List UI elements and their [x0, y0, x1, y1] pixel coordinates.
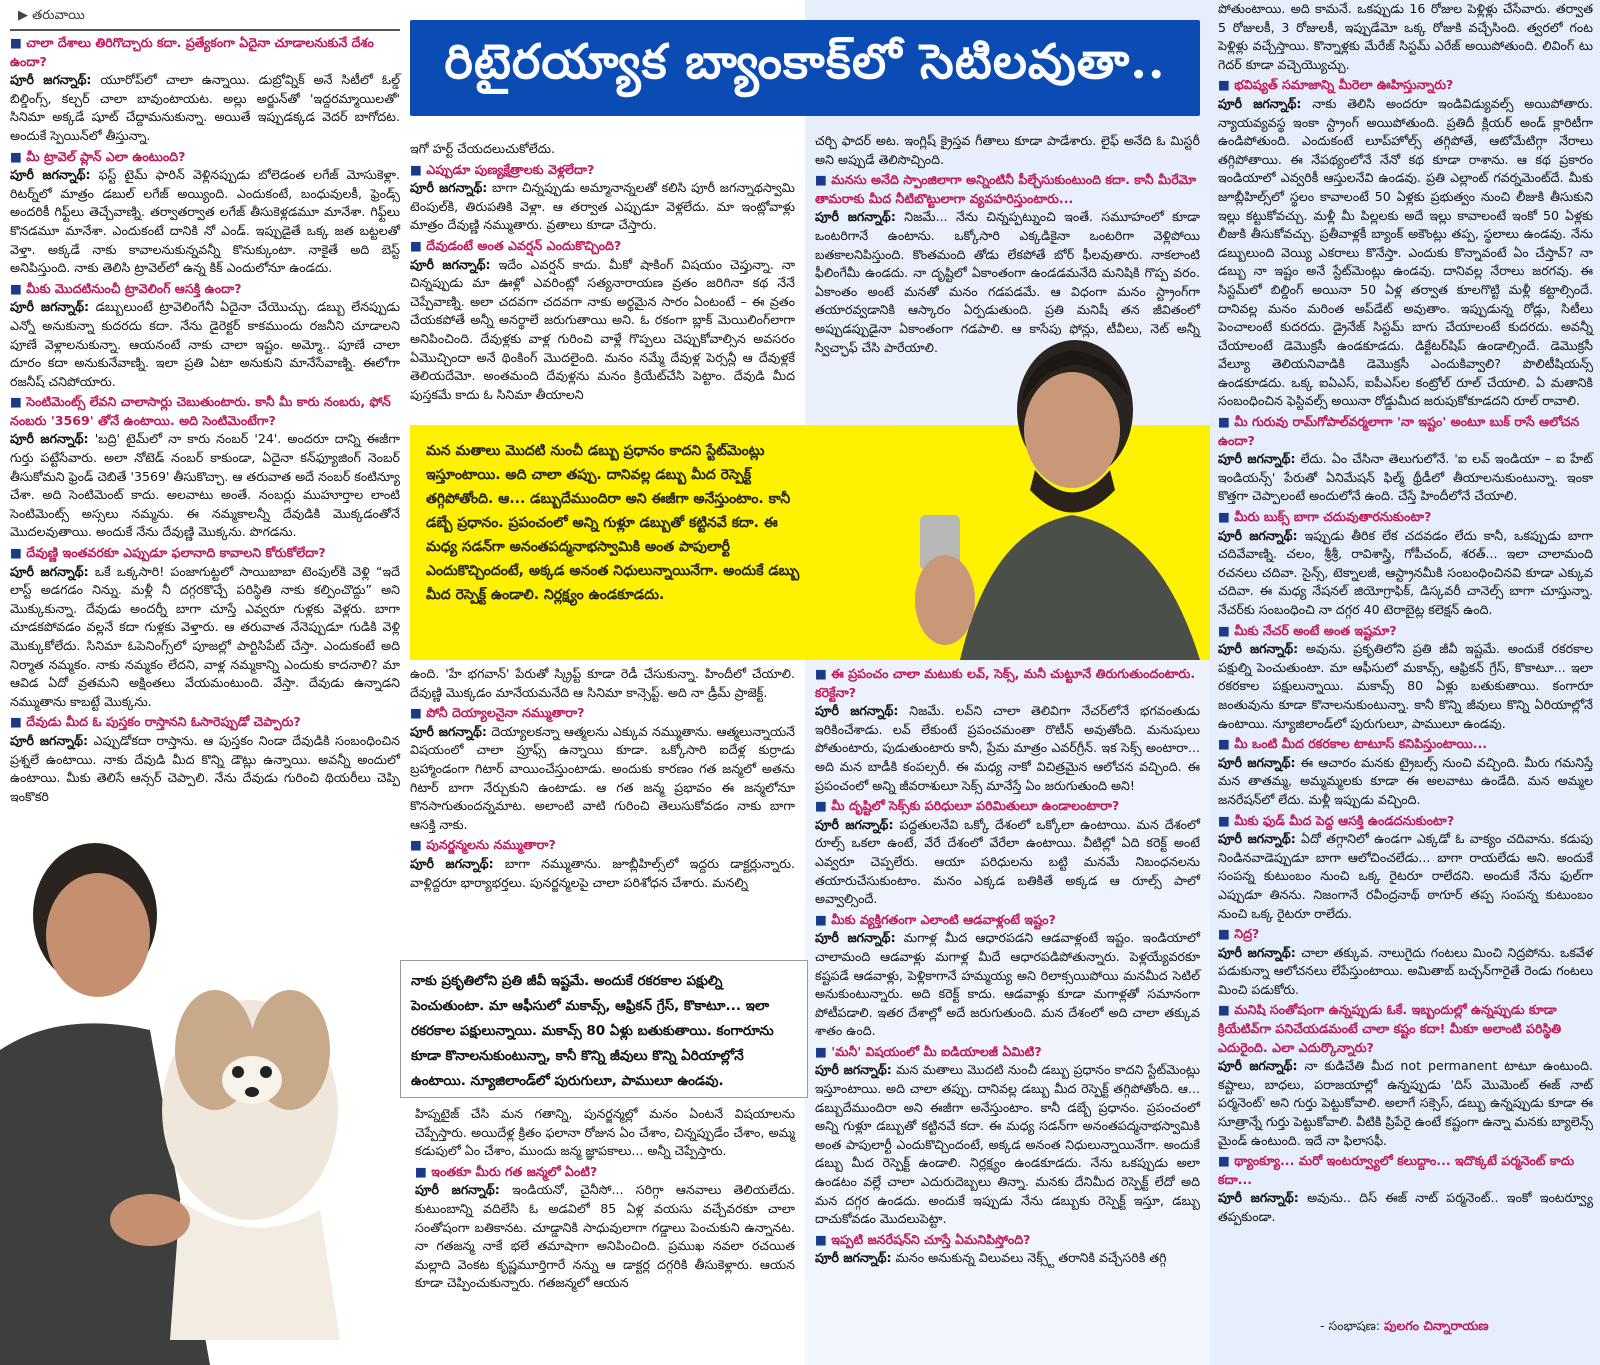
speaker-label: పూరీ జగన్నాథ్:	[10, 72, 92, 88]
speaker-label: పూరీ జగన్నాథ్:	[815, 703, 899, 719]
column-4	[1218, 0, 1593, 1315]
answer	[815, 1061, 1200, 1228]
answer-text: అవును. ప్రకృతిలోని ప్రతి జీవీ ఇష్టమే. అందుకే రకరకాల పక్షుల్ని పెంచుతుంటా. మా ఆఫీసులో మకావ్స్, ఆఫ్రికన్ గ్రేస్, కొకాటూ... ఇలా రకరకాల పక్షులున్నాయి. మకావ్స్ 80 ఏళ్లు బతుకుతాయి. కంగారూ జంతువును కూడా కొనాలనుకుంటున్నా. కానీ కొన్ని జీవులు కొన్ని ఏరియాల్లోనే ఉంటాయి. న్యూజిలాండ్‌లో పురుగులూ, పాములూ ఉండవు.	[1218, 641, 1593, 731]
speaker-label: పూరీ జగన్నాథ్:	[1218, 1190, 1299, 1206]
speaker-label: పూరీ జగన్నాథ్:	[815, 209, 896, 225]
speaker-label: పూరీ జగన్నాథ్:	[1218, 527, 1298, 543]
speaker-label: పూరీ జగన్నాథ్:	[1218, 754, 1296, 770]
question: ■ థ్యాంక్యూ... మరో ఇంటర్వ్యూలో కలుద్దాం... ఇదొక్కటే పర్మనెంట్ కాదు కదా...	[1218, 1152, 1593, 1189]
answer	[1218, 640, 1593, 733]
pull-quote-money-text: మన మతాలు మొదటి నుంచీ డబ్బు ప్రధానం కాదని స్టేట్‌మెంట్లు ఇస్తూంటాయి. అది చాలా తప్పు. దానివల్ల డబ్బు మీద రెస్పెక్ట్ తగ్గిపోతోంది. ఆ... డబ్బుదేముందిరా అని ఈజీగా అనేస్తుంటాం. కానీ డబ్బే ప్రధానం. ప్రపంచంలో అన్ని గుళ్లూ డబ్బుతో కట్టినవే కదా. ఈ మధ్య సడన్‌గా అనంతపద్మనాభస్వామికి అంత పాపులార్టీ ఎందుకొచ్చిందంటే, అక్కడ అనంత నిధులున్నాయినేగా. అందుకే డబ్బు మీద రెస్పెక్ట్ ఉండాలి. నిర్లక్ష్యం ఉండకూడదు.	[426, 443, 800, 603]
speaker-label: పూరీ జగన్నాథ్:	[10, 167, 91, 183]
answer-text: ఎప్పుడోకదా రాస్తాను. ఆ పుస్తకం నిండా దేవుడికి సంబంధించిన ప్రశ్నలే ఉంటాయి. నాకు దేవుడి మీద కొన్ని డౌట్లు ఉన్నాయి. అవన్నీ అందులో ఉంటాయి. మీకు తెలిసే ఆన్సర్ చెప్పాలి. నేను దేవుడు గురించి థియరీలు చెప్పి ఇంకొకరి	[10, 732, 400, 804]
answer-text: ఉంది. 'హే భగవాన్' పేరుతో స్క్రిప్ట్ కూడా రెడీ చేసుకున్నా. హిందీలో చేయాలి. దేవుణ్ణి మొక్కడం మానేయమనేది ఆ సినిమా కాన్సెప్ట్. అది నా డ్రీమ్ ప్రాజెక్ట్.	[410, 666, 795, 700]
speaker-label: పూరీ జగన్నాథ్:	[1218, 831, 1296, 847]
answer-text: బాగా చిన్నప్పుడు అమ్మానాన్నలతో కలిసి పూరీ జగన్నాథస్వామి టెంపుల్‌కి, తిరుపతికి వెళ్లా. ఆ తర్వాత ఎప్పుడూ వెళ్లలేదు. మా ఇంట్లోవాళ్లు మాత్రం దేవుణ్ణి నమ్ముతారు. వ్రతాలు కూడా చేస్తారు.	[410, 180, 795, 233]
question: ■ పోనీ దెయ్యాలనైనా నమ్ముతారా?	[410, 704, 795, 723]
column-2-top	[410, 140, 795, 420]
answer	[10, 166, 400, 278]
speaker-label: పూరీ జగన్నాథ్:	[410, 723, 487, 739]
speaker-label: పూరీ జగన్నాథ్:	[815, 1250, 892, 1266]
speaker-label: పూరీ జగన్నాథ్:	[815, 1062, 892, 1078]
byline-prefix: - సంభాషణ:	[1320, 1318, 1381, 1333]
answer-text: బాగా నమ్ముతాను. జూబ్లీహిల్స్‌లో ఇద్దరు డాక్టర్లున్నారు. వాళ్లిద్దరూ భార్యాభర్తలు. పునర్జన్మలపై చాలా పరిశోధన చేశారు. మనల్ని	[410, 855, 795, 890]
answer	[815, 702, 1200, 795]
question: ■ ఈ ప్రపంచం చాలా మటుకు లవ్, సెక్స్, మనీ చుట్టూనే తిరుగుతుందంటారు. కరెక్టేనా?	[815, 665, 1200, 702]
question: ■ మీ ఒంటి మీద రకరకాల టాటూస్ కనిపిస్తుంటాయి...	[1218, 735, 1593, 754]
headline-text: రిటైరయ్యాక బ్యాంకాక్‌లో సెటిలవుతా..	[444, 34, 1166, 90]
answer	[410, 179, 795, 235]
answer	[815, 816, 1200, 909]
question: ■ మీ గురువు రామ్‌గోపాల్‌వర్మలాగా 'నా ఇష్టం' అంటూ బుక్ రాసే ఆలోచన ఉందా?	[1218, 413, 1593, 450]
question: ■ దేవుడు మీద ఓ పుస్తకం రాస్తానని ఓసారెప్పుడో చెప్పారు?	[10, 713, 400, 732]
question: ■ భవిష్యత్ సమాజాన్ని మీరెలా ఊహిస్తున్నారు?	[1218, 76, 1593, 95]
answer-text: పద్ధతులనేవి ఒక్కో దేశంలో ఒక్కోలా ఉంటాయి. మన దేశంలో రూల్స్ ఒకలా ఉంటే, వేరే దేశంలో వేరేలా ఉంటాయి. వీటిల్లో ఏది కరెక్ట్ అంటే ఎవ్వరూ చెప్పలేరు. ఆయా పరిధులను బట్టి మనమే నిబంధనలను తయారుచేసుకుంటాం. మనం ఎక్కడ బతికితే అక్కడ ఆ రూల్స్ పాలో అవ్వాల్సిందే.	[815, 816, 1200, 907]
question: ■ మనిషి సంతోషంగా ఉన్నప్పుడు ఓకే. ఇబ్బందుల్లో ఉన్నప్పుడు కూడా క్రియేటివ్‌గా పనిచేయడమంటే చాలా కష్టం కదా! మీకూ అలాంటి పరిస్థితి ఎదురైంది. ఎలా ఎదుర్కొన్నారు?	[1218, 1001, 1593, 1057]
answer-text: ఈ ఆచారం మనకు ట్రైబల్స్ నుంచి వచ్చింది. మీరు గమనిస్తే మన తాతమ్మ, అమ్మమ్మలకు కూడా ఈ అలవాటు ఉండేది. మన అమ్మల జనరేషన్‌లో లేదు. మళ్లీ ఇప్పుడు వచ్చింది.	[1218, 754, 1593, 807]
answer	[410, 140, 795, 159]
question: ■ మీ ట్రావెల్ ప్లాన్ ఎలా ఉంటుంది?	[10, 148, 400, 167]
answer-text: అవును.. దిస్ ఈజ్ నాట్ పర్మనెంట్.. ఇంకో ఇంటర్వ్యూ తప్పకుండా.	[1218, 1190, 1593, 1224]
answer	[410, 665, 795, 702]
question: ■ 'మనీ' విషయంలో మీ ఐడియాలజీ ఏమిటి?	[815, 1043, 1200, 1062]
triangle-icon: ▶	[18, 8, 28, 23]
answer	[1218, 1189, 1593, 1226]
answer-text: లేదు. ఏం చేసినా తెలుగులోనే. 'ఐ లవ్ ఇండియా – ఐ హేట్ ఇండియన్స్' పేరుతో ఏనిమేషన్ ఫిల్మ్ థ్రీడీలో తీయాలనుకుంటున్నా. ఇంకా కొత్తగా చెప్పాలంటే అందులోనే ఉంది. చేస్తే హిందీలోనే చేయాలి.	[1218, 451, 1593, 504]
answer	[410, 855, 795, 892]
question: ■ మనసు అనేది స్పాంజిలాగా అన్నింటినీ పీల్చేసుకుంటుంది కదా. కానీ మీరేమో తామరాకు మీద నీటిబొట్టులాగా వ్యవహరిస్తుంటారు...	[815, 171, 1200, 208]
speaker-label: పూరీ జగన్నాథ్:	[815, 816, 894, 832]
speaker-label: పూరీ జగన్నాథ్:	[1218, 641, 1299, 657]
question: ■ మీ దృష్టిలో సెక్స్‌కు పరిధులూ పరిమితులూ ఉండాలంటారా?	[815, 797, 1200, 816]
answer-text: నాకు తెలిసి అందరూ ఇండివిడ్యువల్స్ అయిపోతారు. న్యాయవ్యవస్థ ఇంకా స్ట్రాంగ్ అయిపోతుంది. ప్రతిదీ క్లియర్ అండ్ క్లారిటీగా ఉండిపోతుంది. ఎందుకంటే లూప్‌హోల్స్ తగ్గిపోతే, ఆటోమేటిగ్గా నేరాలు తగ్గిపోతాయి. ఈ నేపథ్యంలోనే నేనో కథ కూడా రాశాను. ఆ కథ ప్రకారం ఇండియాలో ఎవ్వరికీ ఆస్తులనేవి ఉండవు. ప్రతి ఎల్లాంట్ గవర్నమెంట్‌దే. మీకు జూబ్లీహిల్స్‌లో స్థలం కావాలంటే 50 ఏళ్లకు ప్రభుత్వం నుంచి లీజుకి తీసుకుని ఇల్లు కట్టుకోవచ్చు. మళ్లీ మీ పిల్లలకు అదే ఇల్లు కావాలంటే ఇంకో 50 ఏళ్లకు లీజుకి తీసుకోవచ్చు. ప్రతీవాళ్లకీ బ్యాంక్ అకౌంట్లు తప్ప, స్థలాలు ఉండవు. నేను డబ్బులుంది వెయ్యి ఎకరాలు కొనేస్తా. ఎందుకు కొన్నావంటే ఏం చేస్తావ్? నా డబ్బు నా ఇష్టం అనే స్టేట్‌మెంట్లు ఉండవు. దానివల్ల నేరాలు జరగవు. ఈ సిస్టమ్‌లో బిల్డింగ్ అయినా 50 ఏళ్ల తర్వాత కూలగొట్టి మళ్లీ కట్టాల్సిందే. దానివల్ల మనం మరింత అప్‌డేట్ అవుతాం. ఇప్పుడున్న రోడ్లు, సిటీలు పెంచాలంటే కుదరదు. డ్రైనేజ్ సిస్టమ్ బాగు చేయాలంటే కుదరదు. అవన్నీ చేయాలంటే డెమొక్రసీ ఉండకూడదు. డిక్టేటర్‌షిప్ ఉండాల్సిందే. డెమొక్రసీ వేల్యూ తెలియనివాడికి డెమొక్రసీ ఎందుకివ్వాలి? పొలిటీషియన్స్ ఉండకూడదు. ఒక్క ఐఏఎస్, ఐపీఎస్‌ల కంట్రోల్ రూల్ చేయాలి. ఏ మతానికి సంబంధించిన ఫెస్టివల్స్ అయినా రోడ్డుమీద జరుపుకోకూడదని రూల్ రావాలి.	[1218, 95, 1593, 409]
answer-text: నిజమే... నేను చిన్నప్పట్నుంచి ఇంతే. సమూహంలో కూడా ఒంటరిగానే ఉంటాను. ఒక్కోసారి ఎక్కడికైనా ఒంటరిగా వెళ్లిపోయి బతకాలనిపిస్తుంది. కొంతమంది తోడు లేకపోతే బోర్ ఫీలవుతారు. నాకలాంటి ఫీలింగేమీ ఉండదు. నా దృష్టిలో ఏకాంతంగా ఉండడమనేది మనిషికి గొప్ప వరం. ఏకాంతం అంటే మనతో మనం గడపడమే. ఆ విధంగా మనం స్ట్రాంగ్‌గా తయారవ్వడానికి ఆస్కారం ఏర్పడుతుంది. ప్రతి మనిషీ తన జీవితంలో అప్పుడప్పుడైనా ఏకాంతంగా గడపాలి. ఆ కాసేపు ఫోన్లు, టీవీలు, నెట్ అన్నీ స్విచ్ఛాఫ్ చేసి పారేయాలి.	[815, 209, 1200, 355]
answer-text: మన మతాలు మొదటి నుంచీ డబ్బు ప్రధానం కాదని స్టేట్‌మెంట్లు ఇస్తూంటాయి. అది చాలా తప్పు. దానివల్ల డబ్బు మీద రెస్పెక్ట్ తగ్గిపోతోంది. ఆ... డబ్బుదేముందిరా అని ఈజీగా అనేస్తుంటాం. కానీ డబ్బే ప్రధానం. ప్రపంచంలో అన్ని గుళ్లూ డబ్బుతో కట్టినవే కదా. ఈ మధ్య సడన్‌గా అనంతపద్మనాభస్వామికి అంత పాపులార్టీ ఎందుకొచ్చిందంటే, అక్కడ అనంత నిధులున్నాయినేగా. అందుకే డబ్బు మీద రెస్పెక్ట్ ఉండాలి. నిర్లక్ష్యం ఉండకూడదు. నేను ఒకప్పుడు అలా ఉండటం వల్లే చాలా ఎదురుదెబ్బలు తిన్నా. మనకు దేనిమీద రెస్పెక్ట్ లేదో అది మన దగ్గర ఉండదు. అందుకే ఇప్పుడు నేను డబ్బుకు రెస్పెక్ట్ ఇస్తూ, డబ్బు దాచుకోవడం మొదలుపెట్టా.	[815, 1062, 1200, 1227]
question: ■ ఇంతకూ మీరు గత జన్మలో ఏంటి?	[415, 1163, 795, 1182]
answer	[815, 929, 1200, 1041]
question: ■ మీరు బుక్స్ బాగా చదువుతారనుకుంటా?	[1218, 508, 1593, 527]
speaker-label: పూరీ జగన్నాథ్:	[410, 180, 488, 196]
answer-text: చాలా తక్కువ. నాలుగైదు గంటలు మించి నిద్రపోను. ఒకవేళ పడుకున్నా ఆలోచనలు లేపేస్తుంటాయి. అమితాబ్ బచ్చన్‌గారైతే రెండు గంటలు మించి పడుకోరు.	[1218, 944, 1593, 997]
speaker-label: పూరీ జగన్నాథ్:	[410, 256, 491, 272]
question: ■ మీకు నేచర్ అంటే అంత ఇష్టమా?	[1218, 622, 1593, 641]
question: ■ ఎప్పుడూ పుణ్యక్షేత్రాలకు వెళ్లలేదా?	[410, 161, 795, 180]
answer-text: ఇండియనో, చైనీసో... సరిగ్గా ఆనవాలు తెలియలేదు. కుటుంబాన్ని వదిలేసి ఓ అడవిలో 85 ఏళ్ల వయసు వచ్చేవరకూ చాలా సంతోషంగా బతికానట. చూడ్డానికి సాధువులాగా గడ్డాలు పెంచుకుని ఉన్నానట. నా గతజన్మ నాకే భలే తమాషాగా అనిపించింది. ప్రముఖ నవలా రచయిత మల్లాది వెంకట కృష్ణమూర్తిగారే నన్ను ఆ డాక్టర్ల దగ్గరికి తీసుకెళ్లారు. ఆయన కూడా చెప్పించుకున్నారు. గతజన్మలో ఆయన	[415, 1182, 795, 1291]
answer	[815, 132, 1200, 169]
answer	[1218, 754, 1593, 810]
question: ■ మీకు వ్యక్తిగతంగా ఎలాంటి ఆడవాళ్లంటే ఇష్టం?	[815, 911, 1200, 930]
pull-quote-money	[410, 425, 825, 660]
answer	[10, 298, 400, 391]
answer-text: మగాళ్ల మీద ఆధారపడని ఆడవాళ్లంటే ఇష్టం. ఇండియాలో చాలామంది ఆడవాళ్లు మగాళ్ల మీదే ఆధారపడిపోతున్నారు. పెళ్లయ్యేవరకూ కష్టపడే ఆడవాళ్లు, పెళ్లికాగానే హమ్మయ్య అని రిలాక్సయిపోయి మనమీద సెటిల్ అనుకుంటున్నారు. అది కరెక్ట్ కాదు. ఆడవాళ్లు కూడా మగాళ్లతో సమానంగా పోటీపడాలి. ఇతర దేశాల్లో అదే జరుగుతుంది. మన దేశంలో అది చాలా తక్కువ శాతం ఉంది.	[815, 930, 1200, 1039]
answer-text: హిప్నటైజ్ చేసి మన గతాన్ని, పునర్జన్మల్లో మనం ఏంటనే విషయాలను చెప్పేస్తారు. అయిదేళ్ల క్రితం ఫలానా రోజున ఏం చేశాం, చిన్నప్పుడేం చేశాం, అమ్మ కడుపులో ఏం చేశాం, ముందు జన్మ జ్ఞాపకాలు... అన్నీ చెప్పేస్తారు.	[415, 1106, 795, 1159]
speaker-label: పూరీ జగన్నాథ్:	[1218, 451, 1296, 467]
question: ■ ఇప్పటి జనరేషన్‌ని చూస్తే ఏమనిపిస్తోంది?	[815, 1231, 1200, 1250]
speaker-label: పూరీ జగన్నాథ్:	[415, 1182, 500, 1198]
answer	[1218, 1057, 1593, 1150]
answer-text: ఏదో తగ్గానిలో ఉండగా ఎక్కడో ఓ వాక్యం చదివాను. కడుపు నిండినవాడెప్పుడూ బాగా ఆలోచించలేడు... బాగా రాయలేడు అని. అందుకే సంపన్న కుటుంబం నుంచి ఒక్క రైటరూ రాలేదని. అందుకే నేను ఫుల్‌గా ఎప్పుడూ తినను. నిజంగానే రవీంద్రనాథ్ ఠాగూర్ తప్ప సంపన్న కుటుంబం నుంచి ఒక్క రైటరూ రాలేదు.	[1218, 831, 1593, 921]
answer	[815, 1249, 1200, 1268]
answer	[10, 732, 400, 806]
answer-text: చర్చి ఫాదర్ అట. ఇంగ్లిష్ క్రైస్తవ గీతాలు కూడా పాడేశారు. లైఫ్ అనేది ఓ మిస్టరీ అని అప్పుడే తెలిసొచ్చింది.	[815, 133, 1200, 167]
question: ■ చాలా దేశాలు తిరిగొచ్చారు కదా. ప్రత్యేకంగా ఏదైనా చూడాలనుకునే దేశం ఉందా?	[10, 34, 400, 71]
answer	[1218, 450, 1593, 506]
byline	[1320, 1318, 1489, 1337]
answer	[415, 1105, 795, 1161]
answer	[10, 430, 400, 542]
speaker-label: పూరీ జగన్నాథ్:	[1218, 95, 1302, 111]
speaker-label: పూరీ జగన్నాథ్:	[10, 299, 90, 315]
question: ■ దేవుణ్ణి ఇంతవరకూ ఎప్పుడూ ఫలానాది కావాలని కోరుకోలేదా?	[10, 544, 400, 563]
answer-text: నా కుడిచేతి మీద not permanent టాటూ ఉంటుంది. కష్టాలు, బాధలు, పరాజయాల్లో ఉన్నప్పుడు 'దిస్ మొమెంట్ ఈజ్ నాట్ పర్మనెంట్' అని గుర్తు పెట్టుకోవాలి. అలాగే సక్సెస్, డబ్బు ఉన్నప్పుడు కూడా ఈ సూత్రాన్నే గుర్తు పెట్టుకోవాలి. వీటికి ప్రిపేరై ఉంటే కష్టంగా ఉన్నా మనకు బ్యాలెన్స్ మైండ్ ఉంటుంది. ఇదే నా ఫిలాసఫీ.	[1218, 1058, 1593, 1148]
question: ■ నిద్ర?	[1218, 925, 1593, 944]
answer-text: 'బద్రి' టైమ్‌లో నా కారు నంబర్ '24'. అందరూ దాన్ని ఈజీగా గుర్తు పట్టేసేవారు. అలా నోటెడ్ నంబర్ కాకుండా, ఏదైనా కన్‌ఫ్యూజింగ్ నెంబర్ తీసుకోమని ఫ్రెండ్ చెబితే '3569' తీసుకొచ్చా. ఆ తరువాత అదే నంబర్ కంటిన్యూ చేశా. అది సెంటిమెంట్ కాదు. అలవాటు అంతే. నంబర్లు ముహూర్తాల లాంటి సెంటిమెంట్స్ అస్సలు నమ్మను. ఈ నమ్మకాలన్నీ దేవుడికి మొక్కడంతోనే మొదలవుతాయి. అందుకే నేను దేవుణ్ణి మొక్కను. పొగడను.	[10, 431, 400, 540]
section-label: తరువాయి	[32, 8, 85, 23]
answer	[415, 1181, 795, 1293]
answer-text: ఇగో హర్ట్ చేయదలుచుకోలేదు.	[410, 141, 555, 156]
answer-text: ఇప్పుడు తీరిక లేక చదవడం లేదు కానీ, ఒకప్పుడు బాగా చదివేవాణ్ని. చలం, శ్రీశ్రీ, రావిశాస్త్రి, గోపీచంద్, శరత్... ఇలా చాలామంది రచనలు చదివా. సైన్స్, టెక్నాలజీ, ఆస్ట్రానమీకి సంబంధించినవి కూడా ఎక్కువ చదివా. ఈ మధ్య నేషనల్ జియోగ్రాఫిక్, డిస్కవరీ చానెల్స్ బాగా చూస్తున్నా. నేచర్‌కు సంబంధించి నా దగ్గర 40 టెరాబైట్ల కలెక్షన్ ఉంది.	[1218, 527, 1593, 617]
answer-text: యూరోప్‌లో చాలా ఉన్నాయి. డుబ్రోవ్నిక్ అనే సిటీలో ఓల్డ్ బిల్డింగ్స్, కల్చర్ చాలా బావుంటాయట. అల్లు అర్జున్‌తో 'ఇద్దరమ్మాయిలతో' సినిమా అక్కడే షూట్ చేద్దామనుకున్నా. అయితే ఇప్పుడక్కడ వెదర్ బాగోదట. అందుకే స్పెయిన్‌లో తీస్తున్నా.	[10, 72, 400, 143]
speaker-label: పూరీ జగన్నాథ్:	[10, 732, 89, 748]
speaker-label: పూరీ జగన్నాథ్:	[410, 855, 494, 871]
question: ■ మీకు ఫుడ్ మీద పెద్ద ఆసక్తి ఉండదనుకుంటా?	[1218, 812, 1593, 831]
portrait-photo	[900, 300, 1210, 660]
portrait-with-dog-photo	[0, 820, 400, 1365]
answer-text: దెయ్యాలకన్నా ఆత్మలను ఎక్కువ నమ్ముతాను. ఆత్మలున్నాయనే విషయంలో చాలా ప్రూఫ్స్ ఉన్నాయి కూడా. ఒక్కోసారి ఐదేళ్ల కుర్రాడు బ్రహ్మాండంగా గిటార్ వాయించేస్తుంటాడు. అందుకు కారణం గత జన్మలో అతను గిటార్ బాగా నేర్చుకుని ఉంటాడు. ఆ గత జన్మ ప్రభావం ఈ జన్మలోనూ కొనసాగుతుందన్నమాట. అలాంటి వాటి గురించి తెలుసుకోవడం నాకు బాగా ఆసక్తి నాకు.	[410, 723, 795, 832]
pull-quote-pets	[400, 960, 808, 1098]
speaker-label: పూరీ జగన్నాథ్:	[10, 431, 89, 447]
question: ■ మీకు మొదటినుంచీ ట్రావెలింగ్ ఆసక్తి ఉందా?	[10, 280, 400, 299]
answer-text: నిజమే. లవ్‌ని చాలా తెలివిగా నేచర్‌లోనే భగవంతుడు ఇరికించేశాడు. లవ్ లేకుంటే ప్రపంచమంతా రొటీన్ అవుతోంది. మనుషులు పోతుంటారు, పుడుతుంటారు కానీ, ప్రేమ మాత్రం ఎవర్‌గ్రీన్. ఇక సెక్స్ అంటారా... అది మన బాడీకి కంపల్సరీ. ఈ మధ్య నాకో విచిత్రమైన ఆలోచన వచ్చింది. ఈ ప్రపంచంలో అన్ని జీవరాశులూ సెక్స్ మానేస్తే ఏం జరుగుతుంది అని!	[815, 703, 1200, 793]
answer-text: పోతుంటాయి. అది కామనే. ఒకప్పుడు 16 రోజుల పెళ్లిళ్లు చేసేవారు. తర్వాత 5 రోజులకీ, 3 రోజులకీ, ఇప్పుడేమో ఒక్క రోజుకి వచ్చేసింది. త్వరలో గంట పెళ్లిళ్లు వచ్చేస్తాయి. కొన్నాళ్లకు మేరేజ్ సిస్టమ్ ఎరేజ్ అయిపోతుంది. లివింగ్ టు గెదర్ కూడా వచ్చెయ్యొచ్చు.	[1218, 1, 1593, 72]
speaker-label: పూరీ జగన్నాథ్:	[1218, 1058, 1298, 1074]
question: ■ సెంటిమెంట్స్ లేవని చాలాసార్లు చెబుతుంటారు. కానీ మీ కారు నంబరు, ఫోన్ నంబరు '3569' తోనే ఉంటాయి. అది సెంటిమెంటేగా?	[10, 393, 400, 430]
headline-banner	[410, 20, 1200, 116]
answer-text: ఫస్ట్ టైమ్ ఫారిన్ వెళ్లినప్పుడు బోలెడంత లగేజ్ మోసుకెళ్లా. రిటర్న్‌లో మాత్రం డబుల్ లగేజ్ అయ్యింది. ఎందుకంటే, బంధువులకీ, ఫ్రెండ్స్ అందరికీ గిఫ్ట్‌లు తెచ్చేవాణ్ని. తర్వాతర్వాత లగేజ్ తీసుకెళ్లడమూ మానేశా. గిఫ్ట్‌లు కొనడమూ మానేశా. ఎందుకంటే దానికి నో ఎండ్. ఇప్పుడైతే ఒక్క జత బట్టలతో వెళ్తా. అక్కడే నాకు కావాలనుకున్నవన్నీ కొనుక్కుంటా. నాకైతే అది బెస్ట్ అనిపిస్తుంది. నాకు తెలిసి ట్రావెల్‌లో ఉన్న కిక్ ఎందులోనూ ఉండదు.	[10, 167, 400, 276]
question: ■ దేవుడంటే అంత ఎవర్షన్ ఎందుకొచ్చింది?	[410, 237, 795, 256]
answer-text: ఒకే ఒక్కసారి! పంజాగుట్టలో సాయిబాబా టెంపుల్‌కి వెళ్లి “ఇదే లాస్ట్ అడగడం నిన్ను. మళ్లీ నీ దగ్గరకొచ్చే పరిస్థితి నాకు కల్పించొద్దు” అని మొక్కుకున్నా. దేవుడు అందర్నీ బాగా చూస్తే ఎవ్వరూ గుళ్లకు వెళ్లరు. బాగా చూడకపోవడం వల్లనే కదా గుళ్లకు వెళ్తారు. ఆ తరువాత నేనెప్పుడూ గుడికి వెళ్లి మొక్కుకోలేదు. సినిమా ఓపెనింగ్స్‌లో పూజల్లో పార్టిసిపేట్ చేస్తా. ఎందుకంటే అది నిర్మాత నమ్మకం. నాకు నమ్మకం లేదని, వాళ్ల నమ్మకాన్ని ఎందుకు కాదనాలి? మా ఆవిడ ఏదో వ్రతమని అక్షింతలు వేయమంటుంది. వేస్తా. దేవుడు ఉన్నాడని నమ్ముతాను కాబట్టే మొక్కను.	[10, 563, 400, 709]
speaker-label: పూరీ జగన్నాథ్:	[1218, 944, 1296, 960]
column-3-top	[815, 132, 1200, 355]
column-2-middle	[410, 665, 795, 955]
answer	[10, 71, 400, 145]
answer	[1218, 95, 1593, 411]
question: ■ పునర్జన్మలను నమ్ముతారా?	[410, 836, 795, 855]
answer-text: మనం అనుకున్న విలువలు నెక్స్ట్ తరానికి వచ్చేసరికి తగ్గి	[895, 1250, 1167, 1266]
answer	[410, 256, 795, 405]
pull-quote-pets-text: నాకు ప్రకృతిలోని ప్రతి జీవీ ఇష్టమే. అందుకే రకరకాల పక్షుల్ని పెంచుతుంటా. మా ఆఫీసులో మకావ్స్, ఆఫ్రికన్ గ్రేస్, కొకాటూ... ఇలా రకరకాల పక్షులున్నాయి. మకావ్స్ 80 ఏళ్లు బతుకుతాయి. కంగారూను కూడా కొనాలనుకుంటున్నా, కానీ కొన్ని జీవులు కొన్ని ఏరియాల్లోనే ఉంటాయి. న్యూజిలాండ్‌లో పురుగులూ, పాములూ ఉండవు.	[411, 973, 774, 1089]
answer	[1218, 944, 1593, 1000]
column-1	[10, 34, 400, 819]
answer	[410, 723, 795, 835]
answer	[1218, 0, 1593, 74]
column-2-bottom	[415, 1105, 795, 1360]
answer-text: ఇదేం ఎవర్షన్ కాదు. మీకో షాకింగ్ విషయం చెప్తున్నా. నా చిన్నప్పుడు మా ఊళ్లో ఎవరింట్లో సత్యనారాయణ వ్రతం జరిగినా కథ నేనే చెప్పేవాణ్ని. అలా చదవగా చదవగా నాకు అర్థమైన సారం ఏంటంటే – ఈ వ్రతం చేయకపోతే అన్నీ అనర్థాలే జరుగుతాయి అని. ఓ రకంగా బ్లాక్ మెయిలింగ్‌లాగా అనిపించింది. దేవుళ్లకు వాళ్ల గురించి వాళ్లే గొప్పలు చెప్పుకోవాల్సిన అవసరం ఏమొచ్చిందా అనే థింకింగ్ మొదలైంది. మనం నమ్మే దేవుళ్ల పెర్సన్లీ ఆ దేవుళ్లకే తెలియదేమో. అంతమంది దేవుళ్లను మనం క్రియేట్‌చేసి పెట్టాం. దేవుడి మీద పుస్తకమే కాదు ఓ సినిమా తీయాలని	[410, 256, 795, 402]
byline-name: పులగం చిన్నారాయణ	[1384, 1318, 1489, 1333]
speaker-label: పూరీ జగన్నాథ్:	[10, 563, 89, 579]
speaker-label: పూరీ జగన్నాథ్:	[815, 930, 896, 946]
divider	[10, 29, 400, 31]
column-3-bottom	[815, 665, 1200, 1360]
answer-text: డబ్బులుంటే ట్రావెలింగేనీ ఏదైనా చేయొచ్చు. డబ్బు లేనప్పుడు ఎన్నో అనుకున్నా కుదరదు కదా. నేను డైరెక్టర్ కాకముందు రజనీని చూడాలని పూణే వెళ్లాలనుకున్నా. ఆయనంటే నాకు చాలా ఇష్టం. అమ్మో.. పూణే చాలా దూరం కదా అనుకునేవాణ్ని. ఇలా ప్రతి ఏటా అనుకుని మానేసేవాణ్ని. ఈలోగా రజనీష్ చనిపోయారు.	[10, 299, 400, 389]
answer	[1218, 527, 1593, 620]
answer	[10, 563, 400, 712]
answer	[1218, 830, 1593, 923]
section-tag	[18, 8, 85, 26]
